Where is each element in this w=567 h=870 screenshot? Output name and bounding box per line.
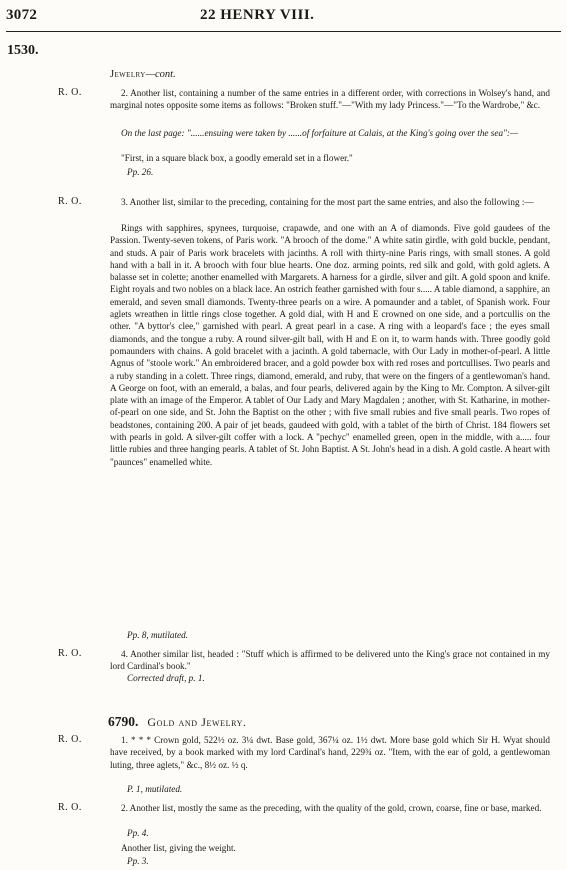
page-ref: Pp. 26. bbox=[127, 167, 154, 177]
paragraph: On the last page: "......ensuing were taken by ......of forfaiture at Calais, at the King's going over the sea":— bbox=[121, 128, 519, 138]
running-title: 22 HENRY VIII. bbox=[200, 7, 315, 23]
page-ref: Pp. 3. bbox=[127, 856, 149, 866]
page-ref: Pp. 4. bbox=[127, 828, 149, 838]
paragraph: 2. Another list, mostly the same as the preceding, with the quality of the gold, crown, coarse, fine or base, marked. bbox=[121, 803, 542, 813]
page-ref: P. 1, mutilated. bbox=[127, 784, 183, 794]
page-number: 3072 bbox=[6, 7, 38, 23]
page-ref: Corrected draft, p. 1. bbox=[127, 673, 205, 683]
section-title: Jewelry bbox=[110, 69, 146, 80]
paragraph: 2. Another list, containing a number of the same entries in a different order, with corrections in Wolsey's hand, and marginal notes opposite some items as follows: "Broken stuff."—"With my lady Princess."—"To the Wardrobe," &c. bbox=[110, 88, 550, 111]
margin-note: R. O. bbox=[58, 802, 82, 813]
paragraph: 1. * * * Crown gold, 522½ oz. 3¼ dwt. Base gold, 367¼ oz. 1½ dwt. More base gold which Sir H. Wyat should have received, by a book marked with my lord Cardinal's hand, 229¾ oz. "Item, with the ear of gold, a gentlewoman luting, three aglets," &c., 8½ oz. ½ q. bbox=[110, 735, 550, 770]
paragraph: Rings with sapphires, spynees, turquoise, crapawde, and one with an A of diamonds. Five gold gaudees of the Passion. Twenty-seven tokens, of Paris work. "A brooch of the dome." A white satin girdle, with gold buckle, pendant, and studs. A pair of Paris work bracelets with jacinths. A roll with thirty-nine Paris rings, with small stones. A gold hand with a ball in it. A brooch with four blue hearts. One doz. arming points, red silk and gold, with gold aglets. A balasse set in colette; another enamelled with Margarets. A harness for a girdle, silver and gilt. A gold spoon and knife. Eight royals and two nobles on a black lace. An ostrich feather garnished with four s..... A table diamond, a sapphire, an emerald, and seven small diamonds. Twenty-three pearls on a wire. A pomaunder and a tablet, of Spanish work. Four aglets wreathen in little rings close together. A gold dial, with H and E crowned on one side, and a portcullis on the other. "A byttor's clee," garnished with pearl. A great pearl in a case. A ring with a leopard's face ; the eyes small diamonds, and the tongue a ruby. A round silver-gilt ball, with H and E on it, to warm hands with. Three goodly gold pomaunders with chains. A gold bracelet with a jacinth. A gold tabernacle, with Our Lady in mother-of-pearl. A little Agnus of "stoole work." An embroidered bracer, and a gold powder box with red roses and portcullises. Two pearls and a ruby standing in a colett. Three rings, diamond, emerald, and ruby, that were on the fingers of a gentlewoman's hand. A George on foot, with an emerald, a balas, and four pearls, delivered again by the King to Mr. Compton. A silver-gilt plate with an image of the Emperor. A tablet of Our Lady and Mary Magdalen ; another, with St. Katharine, in mother-of-pearl on one side, and St. John the Baptist on the other ; with five small rubies and five small pearls. Two ropes of beadstones, containing 200. A pair of jet beads, gaudeed with gold, with a tablet of the birth of Christ. 184 flowers set with pearls in gold. A silver-gilt coffer with a lock. A "pechyc" enamelled green, open in the middle, with a..... four little rubies and three hanging pearls. A tablet of St. John Baptist. A St. John's head in a dish. A gold castle. A heart with "paunces" enamelled white. bbox=[110, 223, 550, 467]
entry-number: 6790. bbox=[108, 714, 139, 729]
header-rule bbox=[6, 31, 561, 32]
paragraph: 4. Another similar list, headed : "Stuff which is affirmed to be delivered unto the King's grace not contained in my lord Cardinal's book." bbox=[110, 649, 550, 672]
section-suffix: —cont. bbox=[145, 69, 176, 80]
entry-heading bbox=[108, 714, 247, 730]
entry-title: Gold and Jewelry. bbox=[147, 715, 247, 729]
page-ref: Pp. 8, mutilated. bbox=[127, 630, 188, 640]
margin-note: R. O. bbox=[58, 648, 82, 659]
margin-note: R. O. bbox=[58, 196, 82, 207]
paragraph: Another list, giving the weight. bbox=[121, 843, 236, 853]
year-label: 1530. bbox=[7, 43, 39, 58]
paragraph: "First, in a square black box, a goodly emerald set in a flower." bbox=[121, 153, 353, 163]
section-heading bbox=[110, 69, 176, 80]
margin-note: R. O. bbox=[58, 734, 82, 745]
paragraph: 3. Another list, similar to the preceding, containing for the most part the same entries, and also the following :— bbox=[121, 197, 534, 207]
margin-note: R. O. bbox=[58, 87, 82, 98]
